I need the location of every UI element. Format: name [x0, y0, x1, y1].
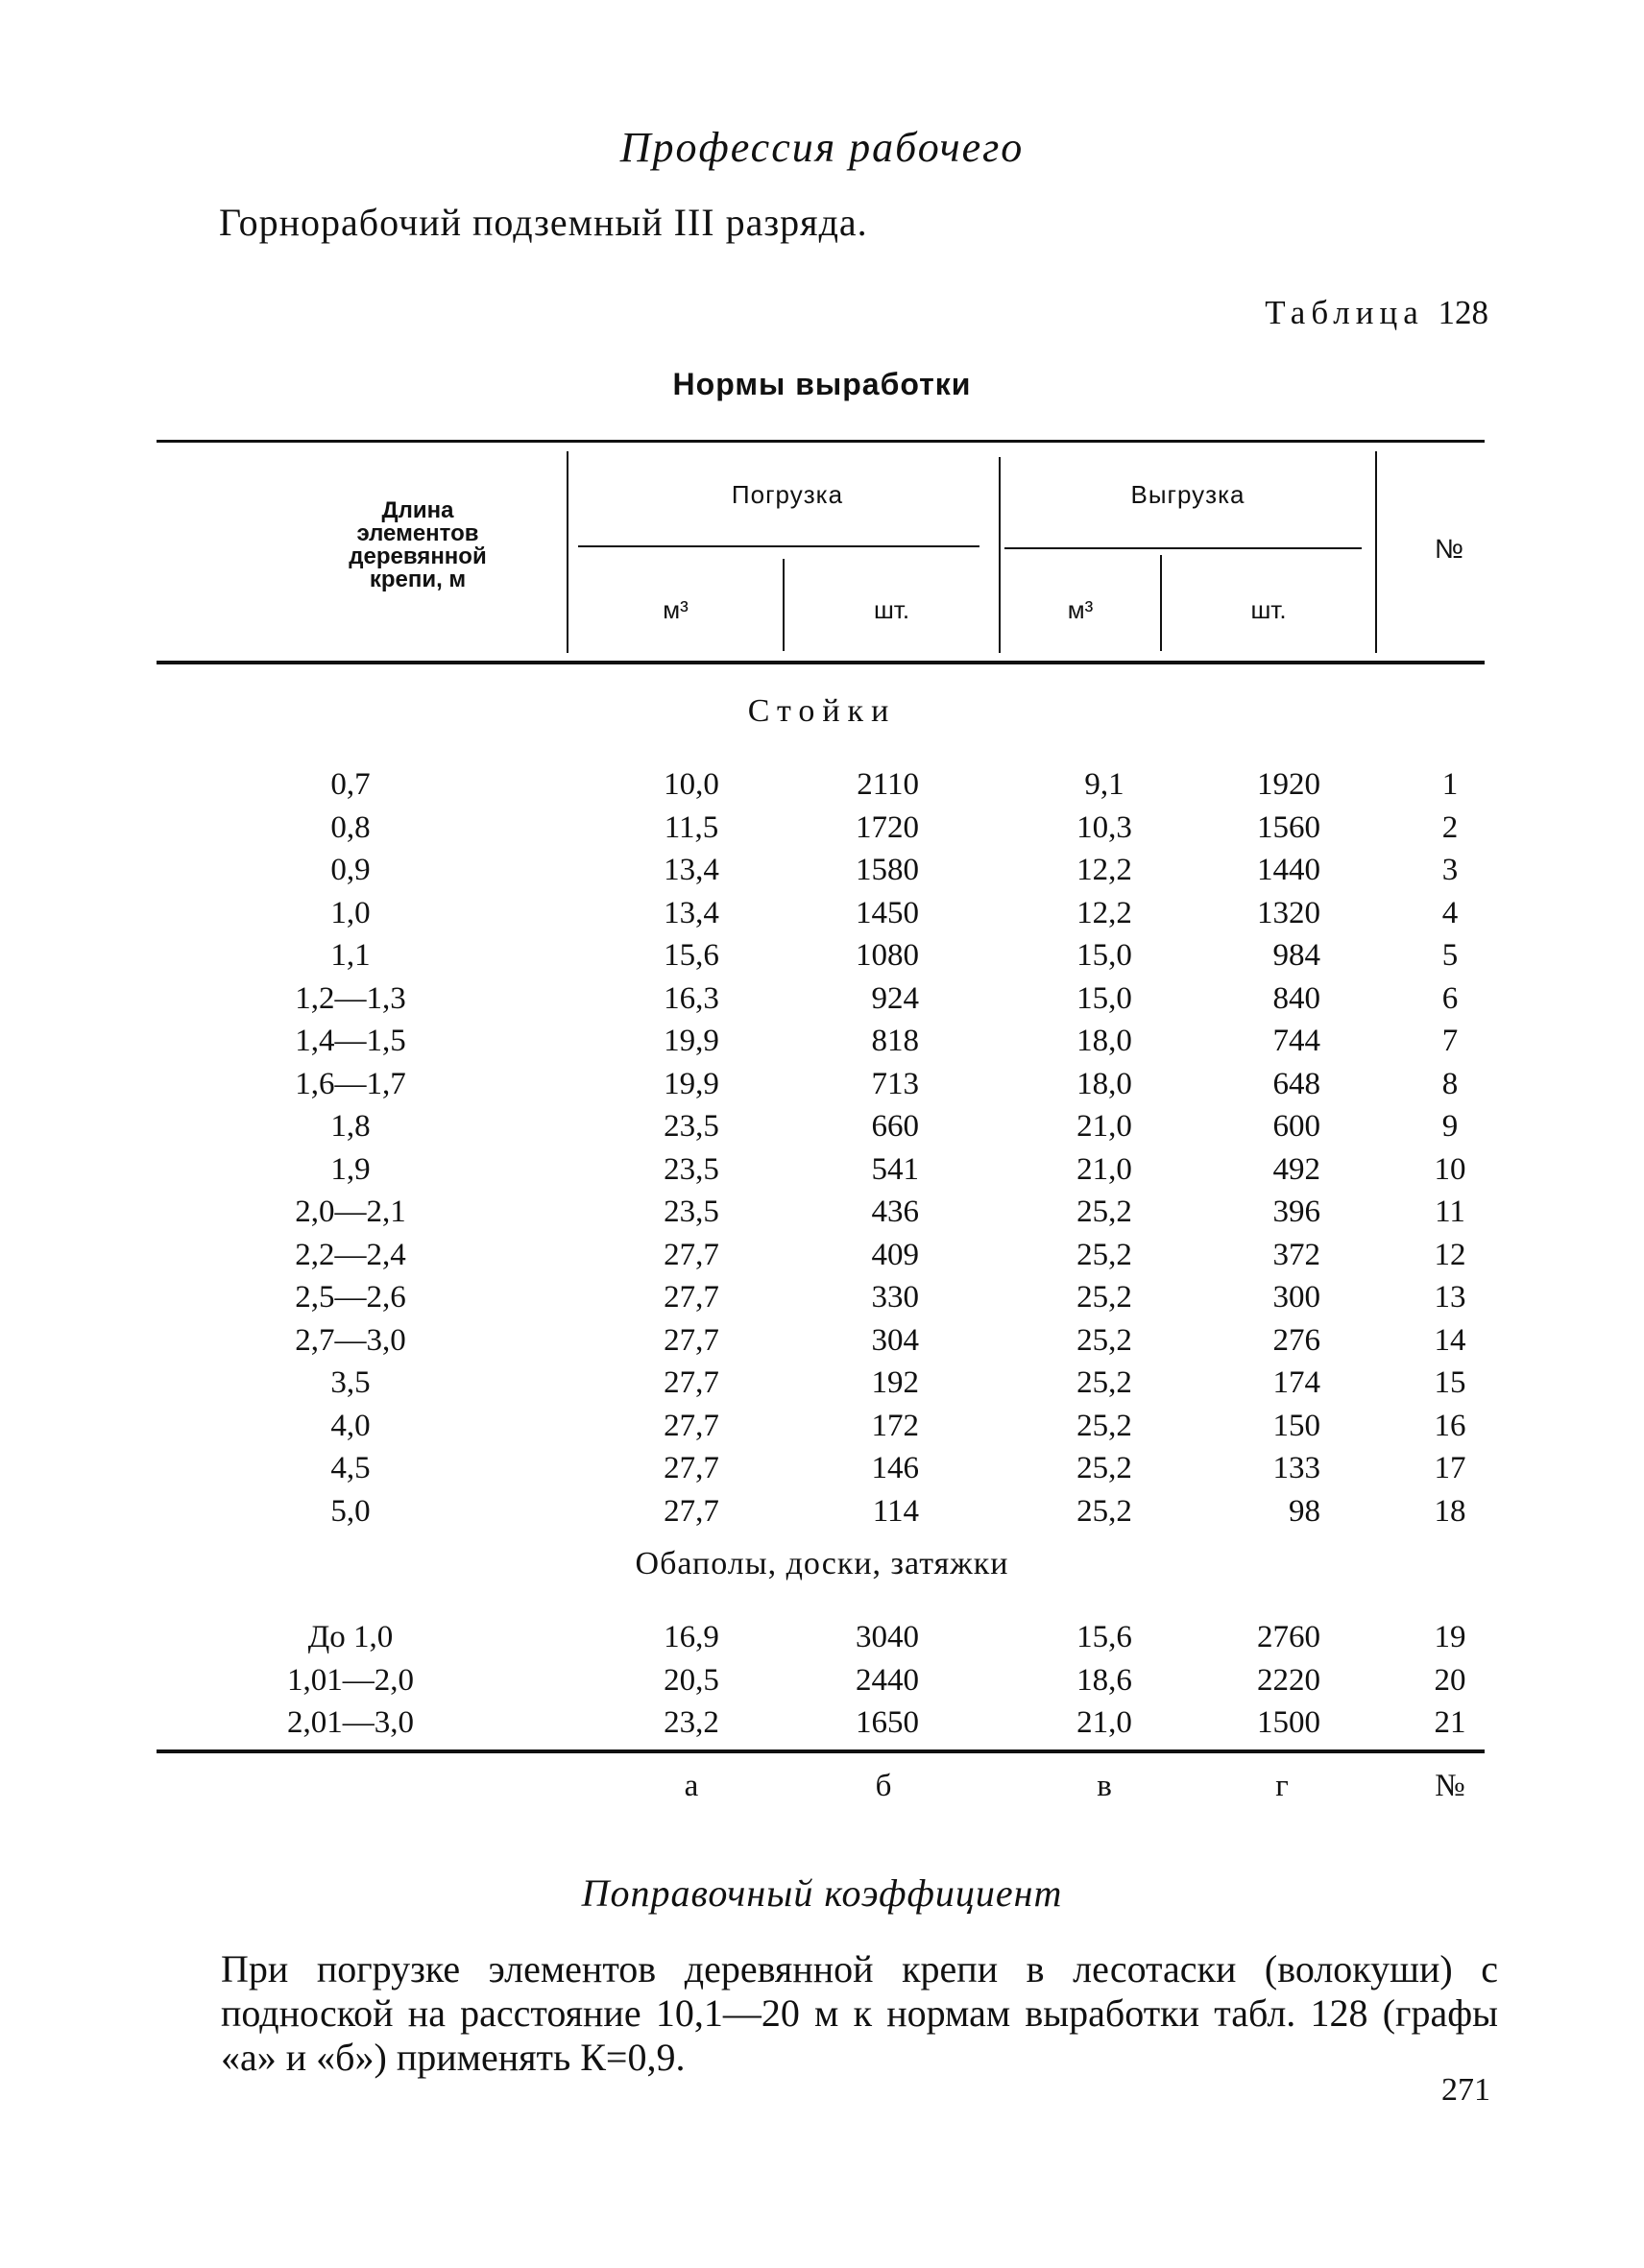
cell-unloading-m3: 25,2 — [1076, 1451, 1132, 1485]
cell-loading-m3: 27,7 — [664, 1280, 719, 1315]
cell-loading-pcs: 3040 — [856, 1620, 919, 1654]
correction-heading: Поправочный коэффициент — [581, 1871, 1063, 1915]
cell-loading-pcs: 1450 — [856, 895, 919, 930]
cell-number: 19 — [1434, 1620, 1466, 1654]
cell-length: 2,0—2,1 — [295, 1194, 406, 1229]
header-unloading-pcs: шт. — [1250, 595, 1287, 624]
cell-loading-m3: 19,9 — [664, 1066, 719, 1101]
cell-number: 20 — [1434, 1662, 1466, 1698]
cell-number: 6 — [1441, 980, 1459, 1016]
cell-unloading-m3: 25,2 — [1076, 1408, 1132, 1443]
cell-unloading-pcs: 150 — [1272, 1408, 1320, 1443]
cell-length: 1,01—2,0 — [287, 1662, 414, 1698]
section-title: Обаполы, доски, затяжки — [635, 1546, 1009, 1581]
header-length-line-1: Длина — [381, 497, 454, 523]
header-number-column: № — [1434, 534, 1464, 564]
cell-number: 21 — [1434, 1705, 1466, 1740]
table-caption-label: Таблица — [1265, 294, 1424, 331]
cell-length: 2,7—3,0 — [295, 1322, 406, 1358]
cell-loading-m3: 27,7 — [664, 1322, 719, 1358]
cell-number: 4 — [1441, 895, 1459, 930]
cell-length: 5,0 — [330, 1493, 371, 1529]
cell-length: 3,5 — [330, 1365, 371, 1400]
header-group-rule-loading — [578, 545, 979, 547]
cell-number: 1 — [1441, 767, 1459, 802]
cell-loading-m3: 13,4 — [664, 895, 719, 930]
table-row — [0, 892, 1644, 935]
cell-loading-pcs: 304 — [871, 1322, 919, 1358]
cell-loading-m3: 11,5 — [664, 809, 719, 845]
table-row — [0, 1191, 1644, 1234]
table-row — [0, 1319, 1644, 1363]
table-caption-number: 128 — [1438, 294, 1488, 331]
cell-loading-m3: 19,9 — [664, 1024, 719, 1058]
header-unloading-m3: м³ — [1067, 595, 1094, 624]
cell-loading-pcs: 924 — [871, 980, 919, 1016]
table-bottom-rule — [157, 1749, 1485, 1753]
header-length-line-2: элементов — [356, 520, 479, 546]
cell-loading-pcs: 409 — [871, 1237, 919, 1272]
correction-text: При погрузке элементов деревянной крепи в лесотаски (волокуши) с подноской на расстояние 10,1—20 м к нормам выработки табл. 128 (графы «а» и «б») применять К=0,9. — [221, 1947, 1498, 2079]
cell-loading-pcs: 660 — [871, 1109, 919, 1144]
cell-unloading-pcs: 98 — [1289, 1493, 1320, 1529]
column-letter-number: № — [1435, 1769, 1465, 1803]
worker-title: Горнорабочий подземный III разряда. — [219, 201, 868, 244]
table-row — [0, 1659, 1644, 1702]
column-letter-g: г — [1275, 1769, 1289, 1803]
table-row — [0, 1234, 1644, 1277]
cell-number: 14 — [1434, 1322, 1466, 1358]
cell-unloading-pcs: 174 — [1272, 1365, 1320, 1400]
cell-number: 3 — [1441, 853, 1459, 887]
cell-unloading-pcs: 984 — [1272, 938, 1320, 973]
cell-unloading-pcs: 1440 — [1257, 853, 1320, 887]
cell-unloading-pcs: 2220 — [1257, 1662, 1320, 1698]
section-title: Стойки — [747, 693, 897, 729]
cell-loading-pcs: 114 — [872, 1493, 919, 1529]
cell-number: 7 — [1441, 1024, 1459, 1058]
cell-unloading-m3: 15,0 — [1076, 938, 1132, 973]
table-row — [0, 807, 1644, 850]
cell-number: 13 — [1434, 1280, 1466, 1315]
cell-length: 0,8 — [330, 809, 371, 845]
cell-number: 17 — [1434, 1451, 1466, 1485]
cell-loading-m3: 16,3 — [664, 980, 719, 1016]
cell-unloading-m3: 25,2 — [1076, 1365, 1132, 1400]
table-row — [0, 1105, 1644, 1148]
cell-unloading-pcs: 1320 — [1257, 895, 1320, 930]
cell-number: 2 — [1441, 809, 1459, 845]
cell-unloading-m3: 25,2 — [1076, 1280, 1132, 1315]
cell-unloading-m3: 18,6 — [1076, 1662, 1132, 1698]
table-row — [0, 1405, 1644, 1448]
cell-unloading-pcs: 600 — [1272, 1109, 1320, 1144]
cell-loading-m3: 27,7 — [664, 1237, 719, 1272]
cell-unloading-pcs: 372 — [1272, 1237, 1320, 1272]
cell-loading-pcs: 1080 — [856, 938, 919, 973]
cell-length: 2,01—3,0 — [287, 1705, 414, 1740]
cell-loading-m3: 27,7 — [664, 1451, 719, 1485]
cell-unloading-m3: 10,3 — [1076, 809, 1132, 845]
cell-unloading-pcs: 744 — [1272, 1024, 1320, 1058]
cell-unloading-pcs: 2760 — [1257, 1620, 1320, 1654]
cell-loading-m3: 23,2 — [664, 1705, 719, 1740]
cell-loading-pcs: 146 — [871, 1451, 919, 1485]
table-row — [0, 1490, 1644, 1533]
cell-number: 10 — [1434, 1151, 1466, 1187]
cell-loading-pcs: 1580 — [856, 853, 919, 887]
column-letter-v: в — [1097, 1769, 1112, 1803]
table-row — [0, 1447, 1644, 1490]
table-row — [0, 849, 1644, 892]
cell-unloading-pcs: 1920 — [1257, 767, 1320, 802]
table-title: Нормы выработки — [672, 367, 972, 401]
cell-loading-pcs: 713 — [871, 1066, 919, 1101]
cell-length: 1,4—1,5 — [295, 1024, 406, 1058]
header-loading: Погрузка — [731, 480, 844, 509]
cell-loading-pcs: 541 — [871, 1151, 919, 1187]
cell-length: 1,9 — [330, 1151, 371, 1187]
cell-unloading-pcs: 840 — [1272, 980, 1320, 1016]
cell-loading-m3: 16,9 — [664, 1620, 719, 1654]
cell-unloading-pcs: 492 — [1272, 1151, 1320, 1187]
cell-unloading-m3: 25,2 — [1076, 1194, 1132, 1229]
cell-length: 0,7 — [330, 767, 371, 802]
cell-unloading-m3: 12,2 — [1076, 853, 1132, 887]
header-loading-m3: м³ — [663, 595, 689, 624]
cell-unloading-pcs: 396 — [1272, 1194, 1320, 1229]
cell-loading-m3: 23,5 — [664, 1109, 719, 1144]
table-row — [0, 1701, 1644, 1745]
header-unloading: Выгрузка — [1130, 480, 1245, 509]
cell-unloading-m3: 25,2 — [1076, 1322, 1132, 1358]
cell-unloading-m3: 15,0 — [1076, 980, 1132, 1016]
cell-length: 1,8 — [330, 1109, 371, 1144]
cell-length: 0,9 — [330, 853, 371, 887]
cell-length: До 1,0 — [307, 1620, 394, 1654]
table-row — [0, 977, 1644, 1021]
profession-heading: Профессия рабочего — [619, 124, 1025, 171]
cell-loading-pcs: 2440 — [856, 1662, 919, 1698]
cell-loading-pcs: 1720 — [856, 809, 919, 845]
cell-loading-pcs: 172 — [871, 1408, 919, 1443]
header-length-line-3: деревянной — [349, 543, 487, 569]
cell-unloading-m3: 25,2 — [1076, 1237, 1132, 1272]
cell-unloading-pcs: 300 — [1272, 1280, 1320, 1315]
cell-unloading-m3: 21,0 — [1076, 1151, 1132, 1187]
cell-length: 2,5—2,6 — [295, 1280, 406, 1315]
header-length-line-4: крепи, м — [369, 567, 467, 592]
cell-length: 2,2—2,4 — [295, 1237, 406, 1272]
cell-number: 8 — [1441, 1066, 1459, 1101]
cell-unloading-m3: 21,0 — [1076, 1705, 1132, 1740]
cell-length: 1,1 — [330, 938, 371, 973]
column-letters-row — [0, 1765, 1644, 1808]
cell-loading-pcs: 436 — [871, 1194, 919, 1229]
table-row — [0, 1148, 1644, 1192]
cell-length: 1,6—1,7 — [295, 1066, 406, 1101]
cell-number: 12 — [1434, 1237, 1466, 1272]
cell-unloading-m3: 18,0 — [1076, 1024, 1132, 1058]
table-caption — [1265, 294, 1488, 332]
cell-unloading-m3: 9,1 — [1084, 767, 1124, 802]
cell-loading-pcs: 2110 — [857, 767, 919, 802]
header-bottom-rule — [157, 661, 1485, 664]
cell-loading-m3: 23,5 — [664, 1194, 719, 1229]
header-group-rule-unloading — [1004, 547, 1362, 549]
cell-loading-m3: 27,7 — [664, 1408, 719, 1443]
cell-loading-m3: 15,6 — [664, 938, 719, 973]
cell-unloading-m3: 12,2 — [1076, 895, 1132, 930]
cell-loading-pcs: 818 — [871, 1024, 919, 1058]
column-letter-a: а — [684, 1769, 699, 1803]
cell-loading-m3: 23,5 — [664, 1151, 719, 1187]
page-number: 271 — [1441, 2072, 1490, 2108]
cell-loading-pcs: 192 — [871, 1365, 919, 1400]
header-loading-pcs: шт. — [873, 595, 910, 624]
cell-unloading-pcs: 648 — [1272, 1066, 1320, 1101]
cell-number: 5 — [1441, 938, 1459, 973]
cell-number: 11 — [1435, 1194, 1465, 1229]
cell-unloading-pcs: 276 — [1272, 1322, 1320, 1358]
column-letter-b: б — [875, 1769, 892, 1803]
cell-number: 15 — [1434, 1365, 1466, 1400]
cell-loading-pcs: 1650 — [856, 1705, 919, 1740]
cell-unloading-pcs: 1560 — [1257, 809, 1320, 845]
table-row — [0, 1020, 1644, 1063]
cell-unloading-m3: 25,2 — [1076, 1493, 1132, 1529]
cell-number: 9 — [1441, 1109, 1459, 1144]
cell-number: 18 — [1434, 1493, 1466, 1529]
cell-length: 4,5 — [330, 1451, 371, 1485]
cell-loading-m3: 27,7 — [664, 1493, 719, 1529]
cell-number: 16 — [1434, 1408, 1466, 1443]
cell-unloading-m3: 15,6 — [1076, 1620, 1132, 1654]
cell-loading-m3: 20,5 — [664, 1662, 719, 1698]
table-row — [0, 1616, 1644, 1659]
cell-unloading-m3: 18,0 — [1076, 1066, 1132, 1101]
table-row — [0, 1063, 1644, 1106]
cell-loading-m3: 27,7 — [664, 1365, 719, 1400]
table-top-rule — [157, 440, 1485, 443]
table-row — [0, 1276, 1644, 1319]
cell-loading-m3: 13,4 — [664, 853, 719, 887]
table-row — [0, 1362, 1644, 1405]
cell-length: 1,0 — [330, 895, 371, 930]
header-length-column — [269, 499, 567, 591]
cell-unloading-pcs: 133 — [1272, 1451, 1320, 1485]
cell-loading-m3: 10,0 — [664, 767, 719, 802]
cell-length: 1,2—1,3 — [295, 980, 406, 1016]
cell-unloading-pcs: 1500 — [1257, 1705, 1320, 1740]
table-row — [0, 763, 1644, 807]
cell-length: 4,0 — [330, 1408, 371, 1443]
table-row — [0, 934, 1644, 977]
cell-unloading-m3: 21,0 — [1076, 1109, 1132, 1144]
cell-loading-pcs: 330 — [871, 1280, 919, 1315]
